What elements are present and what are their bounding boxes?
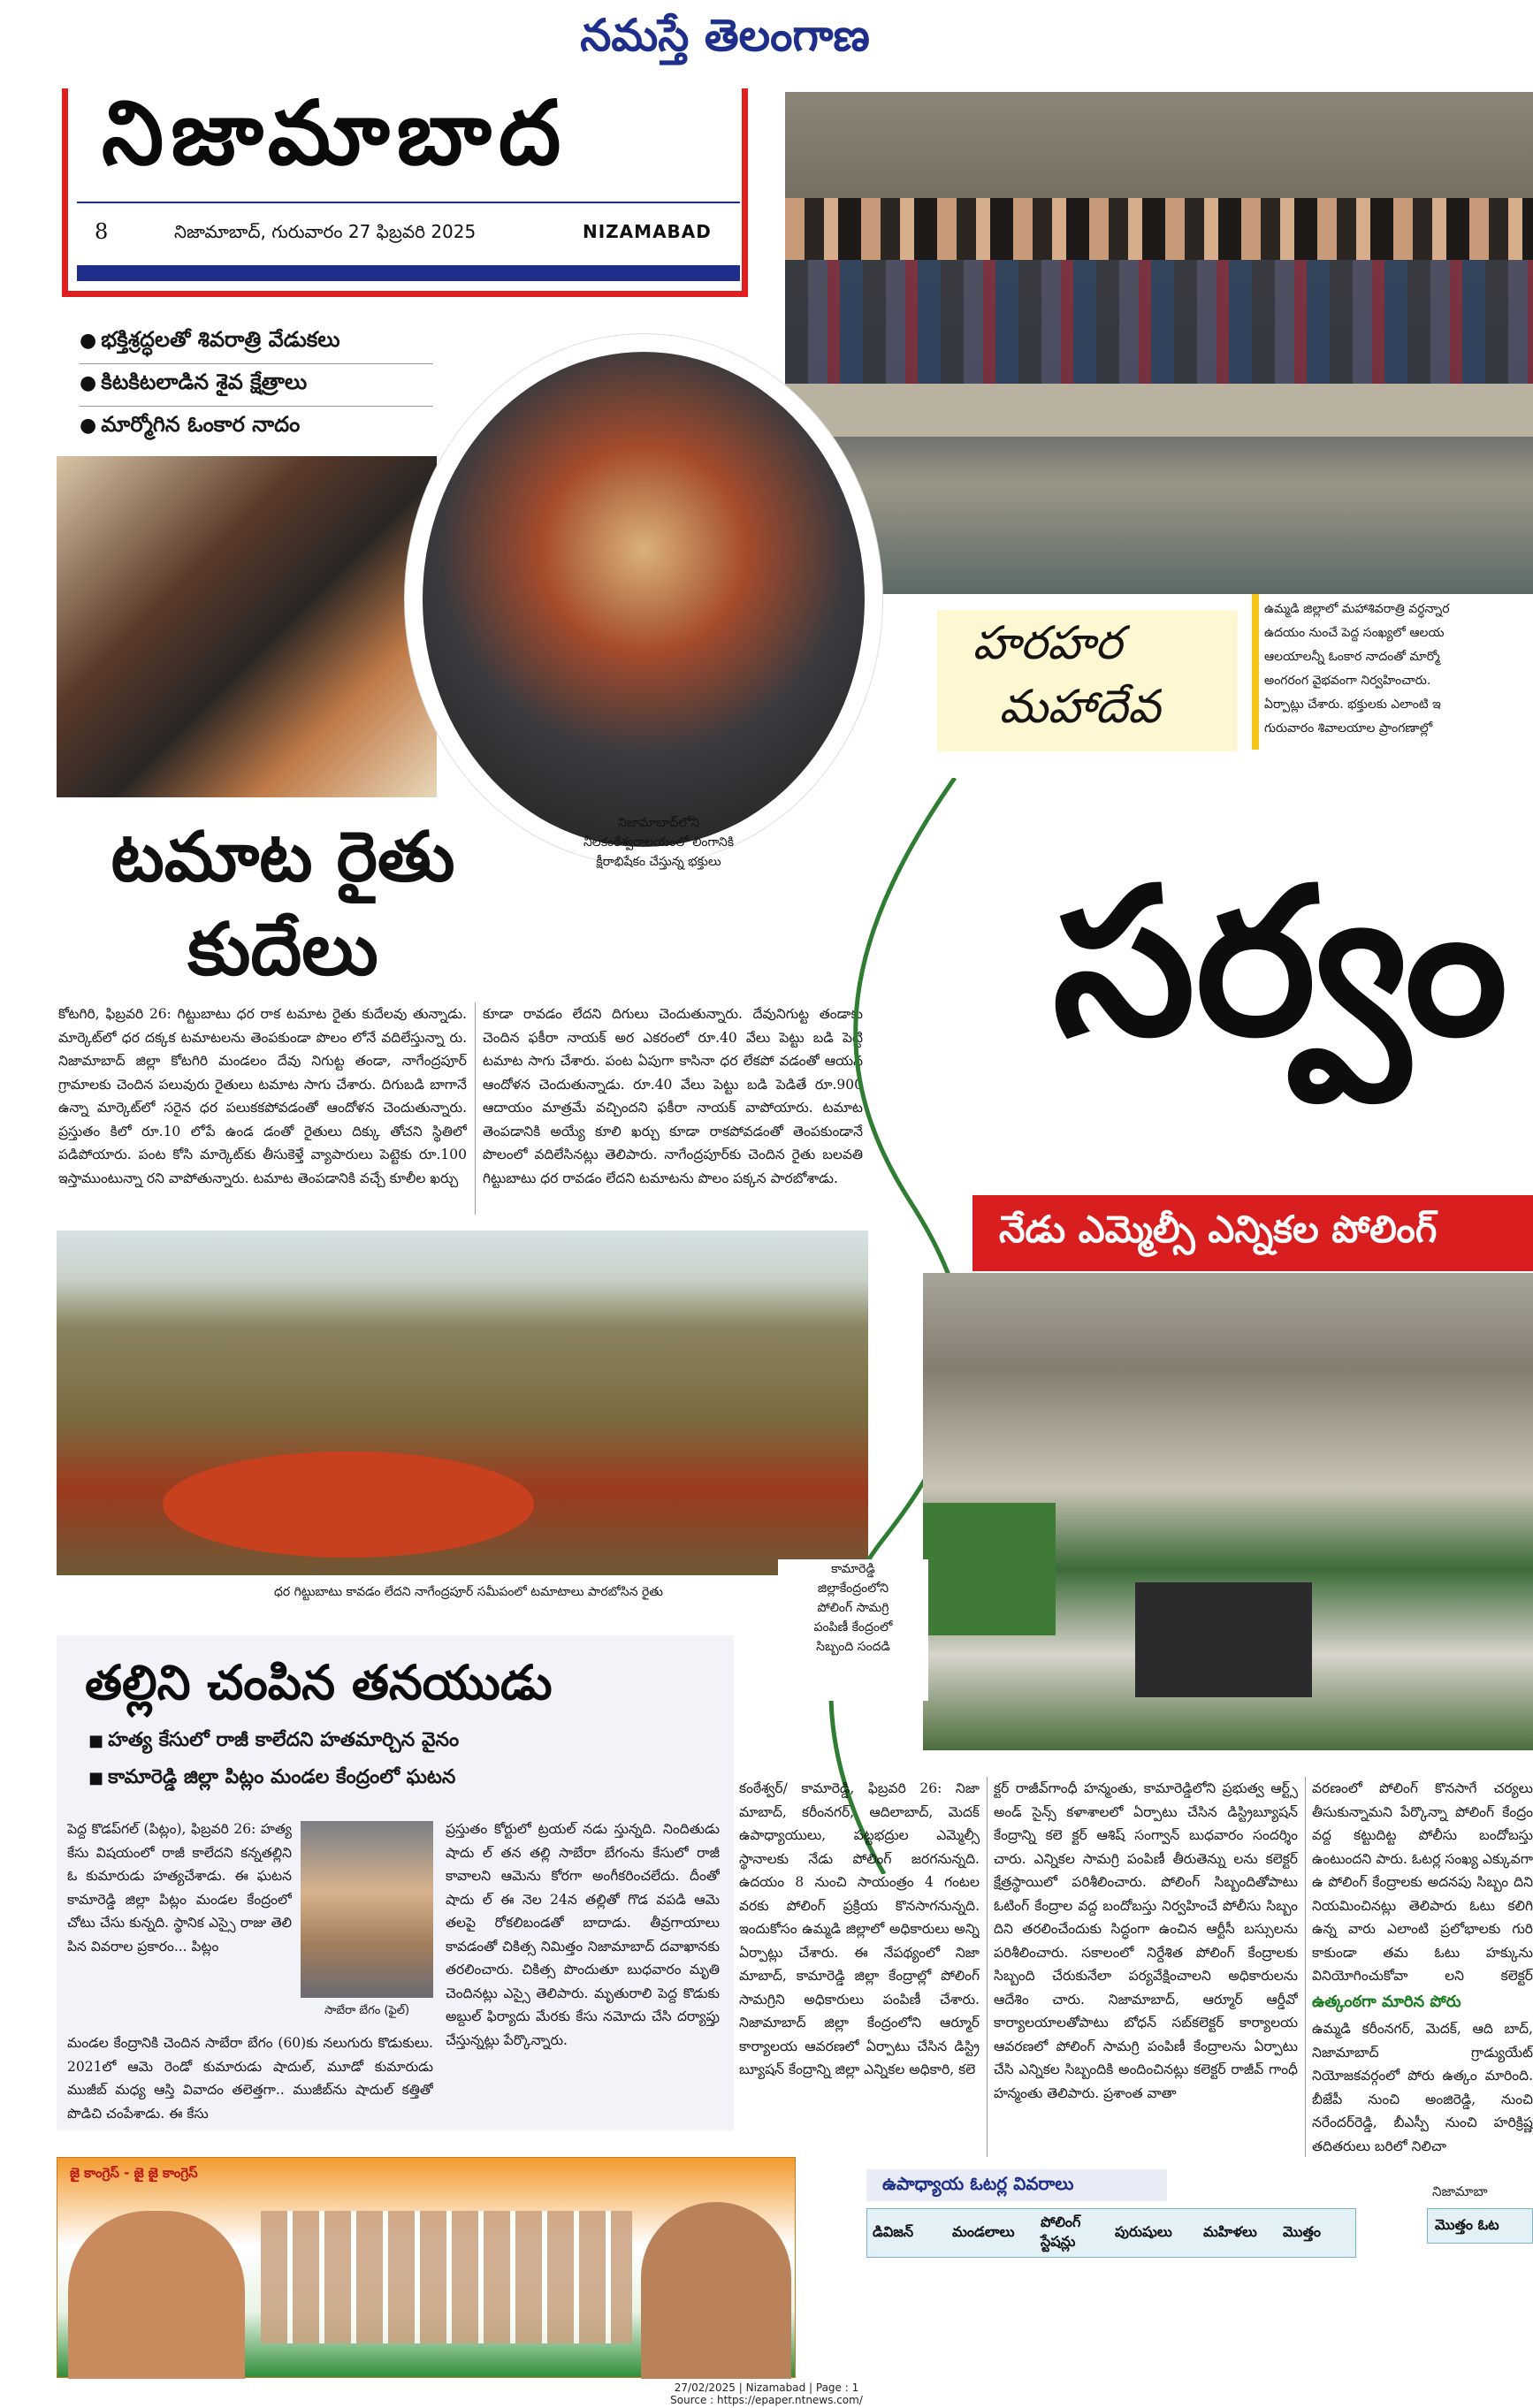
footer-line-1: 27/02/2025 | Nizamabad | Page : 1 <box>674 2381 859 2394</box>
circle-photo-caption <box>539 813 778 919</box>
tomato-col-divider <box>475 1002 476 1215</box>
dateline: నిజామాబాద్, గురువారం 27 ఫిబ్రవరి 2025 <box>174 221 477 242</box>
right-table-header <box>1427 2208 1533 2244</box>
polling-caption-line: కామారెడ్డి <box>831 1562 875 1576</box>
polling-caption-line: పంపిణీ కేంద్రంలో <box>813 1620 893 1635</box>
devotee-child-photo <box>57 456 437 797</box>
murder-col-2: ప్రస్తుతం కోర్టులో ట్రయల్ నడు స్తున్నది. నిందితుడు షాదు ల్ తన తల్లి సాబేరా బేగంను కేసులో రాజీ కావాలని ఆమెను కోరగా అంగీకరించలేదు. దీంతో షాదు ల్ ఈ నెల 24న తల్లితో గొడ వపడి ఆమె తలపై రోకలిబండతో బాదాడు. తీవ్రగాయాలు కావడంతో చికిత్స నిమిత్తం నిజామాబాద్ దవాఖానకు తరలించారు. చికిత్స పొందుతూ బుధవారం మృతి చెందినట్లు ఎస్సై తెలిపారు. మృతురాలి పెద్ద కొడుకు అబ్దుల్ ఫిర్యాదు మేరకు కేసు నమోదు చేసి దర్యాప్తు చేస్తున్నట్లు పేర్కొన్నారు. <box>446 1821 720 2048</box>
table-header-cell: మొత్తం <box>1283 2223 1322 2240</box>
shivaratri-report-line: ఏర్పాట్లు చేశారు. భక్తులకు ఎలాంటి ఇ <box>1264 697 1441 712</box>
shivaratri-report-line: గురువారం శివాలయాల ప్రాంగణాల్లో <box>1264 721 1433 735</box>
bullet-list <box>80 327 433 460</box>
polling-banner-text: నేడు ఎమ్మెల్సీ ఎన్నికల పోలింగ్ <box>999 1208 1438 1251</box>
polling-col-divider <box>1305 1777 1306 2157</box>
tomato-field-photo <box>57 1231 868 1575</box>
polling-photo-caption <box>778 1559 928 1701</box>
polling-banner <box>972 1195 1533 1271</box>
polling-subhead: ఉత్కంఠగా మారిన పోరు <box>1312 1993 1461 2011</box>
masthead-logo-text: నమస్తే తెలంగాణ <box>580 10 870 61</box>
congress-ad <box>57 2157 796 2378</box>
tomato-col-1: కోటగిరి, ఫిబ్రవరి 26: గిట్టుబాటు ధర రాక టమాట రైతు కుదేలవు తున్నాడు. మార్కెట్‌లో ధర దక్కక టమాటలను తెంపకుండా పొలం లోనే వదిలేస్తున్నా రు. నిజామాబాద్ జిల్లా కోటగిరి మండలం దేవు నిగుట్ట తండా, నాగేంద్రపూర్ గ్రామాలకు చెందిన పలువురు రైతులు టమాట సాగు చేశారు. దిగుబడి బాగానే ఉన్నా మార్కెట్‌లో సరైన ధర పలుకకపోవడంతో ఆందోళన చెందుతున్నారు. ప్రస్తుతం కిలో రూ.10 లోపే ఉండ డంతో రైతులు దిక్కు తోచని స్థితిలో పడిపోయారు. పంట కోసి మార్కెట్‌కు తీసుకెళ్తే వ్యాపారులు పెట్టెకు రూ.100 ఇస్తాముంటున్నా రని వాపోతున్నారు. టమాట తెంపడానికి వచ్చే కూలీల ఖర్చు <box>58 1006 467 1186</box>
murder-subhead-1-text: హత్య కేసులో రాజీ కాలేదని హతమార్చిన వైనం <box>108 1729 460 1751</box>
shivaratri-report-line: ఉదయం నుంచే పెద్ద సంఖ్యలో ఆలయ <box>1264 626 1445 640</box>
teacher-table-header-row <box>866 2208 1356 2258</box>
edition-rule-top <box>77 202 740 203</box>
harahara-line2: మహాదేవ <box>999 681 1161 734</box>
tomato-photo-caption: ధర గిట్టుబాటు కావడం లేదని నాగేంద్రపూర్ సమీపంలో టమాటాలు పారబోసిన రైతు <box>273 1585 664 1599</box>
ad-slogan: జై కాంగ్రెస్ - జై జై కాంగ్రెస్ <box>70 2165 198 2181</box>
polling-caption-line: సిబ్బంది సందడి <box>816 1640 890 1654</box>
shivaratri-report-panel <box>1252 594 1533 750</box>
circle-caption-line: క్షీరాభిషేకం చేస్తున్న భక్తులు <box>596 855 721 869</box>
footer-source-link[interactable]: Source : https://epaper.ntnews.com/ <box>670 2394 863 2406</box>
polling-col-3b: ఉమ్మడి కరీంనగర్, మెదక్, ఆది బాద్, నిజామాబాద్ గ్రాడ్యుయేట్ నియోజకవర్గంలో పోరు ఉత్కం మారింది. బీజేపీ నుంచి అంజిరెడ్డి, నుంచి నరేందర్‌రెడ్డి, బీఎస్పీ నుంచి హరిక్రిష్ణ తదితరులు బరిలో నిలిచా <box>1312 2021 1533 2154</box>
sabera-begum-photo <box>301 1821 433 1998</box>
bullet-text: భక్తిశ్రద్ధలతో శివరాత్రి వేడుకలు <box>101 327 340 352</box>
polling-caption-line: పోలింగ్ సామగ్రి <box>817 1601 889 1615</box>
bullet-text: కిటకిటలాడిన శైవ క్షేత్రాలు <box>101 370 308 394</box>
table-header-cell: పురుషులు <box>1115 2223 1172 2240</box>
table-header-cell: మహిళలు <box>1203 2223 1257 2240</box>
polling-caption-line: జిల్లాకేంద్రంలోని <box>817 1581 889 1596</box>
bullet-item: ● మార్మోగిన ఓంకార నాదం <box>80 412 301 437</box>
footer <box>0 2381 1533 2408</box>
ad-leader-left <box>68 2211 245 2379</box>
harahara-mahadeva <box>937 610 1238 751</box>
harahara-line1: హరహర <box>972 617 1123 670</box>
murder-col-1-top: పెద్ద కొడప్‌గల్ (పిట్లం), ఫిబ్రవరి 26: హత్య కేసు విషయంలో రాజీ కాలేదని కన్నతల్లిని ఓ కుమారుడు హత్యచేశాడు. ఈ ఘటన కామారెడ్డి జిల్లా పిట్లం మండల కేంద్రంలో చోటు చేసు కున్నది. స్థానిక ఎస్సై రాజు తెలి పిన వివరాల ప్రకారం... పిట్లం <box>67 1821 292 1955</box>
murder-subhead-2-text: కామారెడ్డి జిల్లా పిట్లం మండల కేంద్రంలో ఘటన <box>108 1766 456 1788</box>
ad-leader-right <box>641 2202 791 2379</box>
right-table-label: నిజామాబా <box>1432 2183 1488 2199</box>
circle-caption-line: నీలకంఠేశ్వరాలయంలో లింగానికి <box>583 835 735 850</box>
ad-portrait-row <box>261 2211 632 2343</box>
shivaratri-report-line: అంగరంగ వైభవంగా నిర్వహించారు. <box>1264 674 1431 688</box>
masthead-logo[interactable] <box>495 2 955 69</box>
murder-col-1-bottom: మండల కేంద్రానికి చెందిన సాబేరా బేగం (60)కు నలుగురు కొడుకులు. 2021లో ఆమె రెండో కుమారుడు షాదుల్, మూడో కుమారుడు ముజీబ్ మధ్య ఆస్తి వివాదం తలెత్తగా.. ముజీబ్‌ను షాదుల్ కత్తితో పొడిచి చంపేశాడు. ఈ కేసు <box>67 2035 433 2122</box>
edition-name: NIZAMABAD <box>583 221 712 242</box>
polling-col-1: కంఠేశ్వర్/ కామారెడ్డి, ఫిబ్రవరి 26: నిజా మాబాద్, కరీంనగర్, ఆదిలాబాద్, మెదక్ ఉపాధ్యాయులు, పట్టభద్రుల ఎమ్మెల్సీ స్థానాలకు నేడు పోలింగ్ జరగనున్నది. ఉదయం 8 నుంచి సాయంత్రం 4 గంటల వరకు పోలింగ్ ప్రక్రియ కొనసాగనున్నది. ఇందుకోసం ఉమ్మడి జిల్లాలో అధికారులు అన్ని ఏర్పాట్లు చేశారు. ఈ నేపథ్యంలో నిజా మాబాద్, కామారెడ్డి జిల్లా కేంద్రాల్లో పోలింగ్ సామగ్రిని అధికారులు పంపిణీ చేశారు. నిజామాబాద్ జిల్లా కేంద్రంలోని ఆర్మూర్ కార్యాలయ ఆవరణలో ఏర్పాటు చేసిన డిస్ట్రి బ్యూషన్ కేంద్రాన్ని జిల్లా ఎన్నికల అధికారి, కలె <box>739 1780 980 2077</box>
edition-box <box>62 85 748 297</box>
murder-subhead-2: ■ కామారెడ్డి జిల్లా పిట్లం మండల కేంద్రంలో ఘటన <box>88 1766 456 1788</box>
bullet-item: ● భక్తిశ్రద్ధలతో శివరాత్రి వేడుకలు <box>80 327 433 364</box>
circle-caption-line: నిజామాబాద్‌లోని <box>617 816 700 830</box>
sarvam-headline: సర్వం <box>1052 845 1508 1081</box>
teacher-voter-table <box>866 2169 1356 2381</box>
table-header-cell: పోలింగ్ స్టేషన్లు <box>1041 2214 1081 2250</box>
bullet-item: ● కిటకిటలాడిన శైవ క్షేత్రాలు <box>80 370 433 407</box>
shivaratri-report-line: ఉమ్మడి జిల్లాలో మహాశివరాత్రి వర్ధన్నార <box>1264 602 1450 616</box>
polling-col-3: వరణంలో పోలింగ్ కొనసాగే చర్యలు తీసుకున్నామని పేర్కొన్నా పోలింగ్ కేంద్రం వద్ద కట్టుదిట్ట పోలీసు బందోబస్తు ఉంటుందని పారు. ఓటర్ల సంఖ్య ఎక్కువగా ఉ పోలింగ్ కేంద్రాలకు అదనపు సిబ్బం దిని నియమించినట్లు తెలిపారు ఓటు కలిగి ఉన్న వారు ఎలాంటి ప్రలోభాలకు గురి కాకుండా తమ ఓటు హక్కును వినియోగించుకోవా లని కలెక్టర్ <box>1312 1780 1533 1984</box>
table-header-cell: మండలాలు <box>952 2223 1015 2240</box>
murder-headline: తల్లిని చంపిన తనయుడు <box>85 1655 553 1711</box>
murder-subhead-1: ■ హత్య కేసులో రాజీ కాలేదని హతమార్చిన వైనం <box>88 1729 460 1751</box>
tomato-col-2: కూడా రావడం లేదని దిగులు చెందుతున్నారు. దేవునిగుట్ట తండాకు చెందిన ఫకీరా నాయక్ అర ఎకరంలో రూ.40 వేలు పెట్టు బడి పెట్టి టమాట సాగు చేశారు. పంట ఏపుగా కాసినా ధర లేకపో వడంతో ఆయన ఆందోళన చెందుతున్నాడు. రూ.40 వేలు పెట్టు బడి పెడితే రూ.900 ఆదాయం మాత్రమే వచ్చిందని ఫకీరా నాయక్ వాపోయారు. టమాట తెంపడానికి అయ్యే కూలి ఖర్చు కూడా రాకపోవడంతో తెంపకుండానే పొలంలో వదిలేసినట్లు తెలిపారు. నాగేంద్రపూర్‌కు చెందిన రైతు బలవతి గిట్టుబాటు ధర రావడం లేదని టమాటను పొలం పక్కన పారబోశాడు. <box>483 1006 863 1186</box>
polling-col-2: క్టర్ రాజీవ్‌గాంధీ హన్మంతు, కామారెడ్డిలోని ప్రభుత్వ ఆర్ట్స్ అండ్ సైన్స్ కళాశాలలో ఏర్పాటు చేసిన డిస్ట్రిబ్యూషన్ కేంద్రాన్ని కలె క్టర్ ఆశిష్ సంగ్వాన్ బుధవారం సందర్శిం చారు. ఎన్నికల సామగ్రి పంపిణీ తీరుతెన్ను లను కలెక్టర్ క్షేత్రస్థాయిలో పరిశీలించారు. పోలింగ్ సిబ్బందితోపాటు ఓటింగ్ కేంద్రాల వద్ద బందోబస్తు నిర్వహించే పోలీసు సిబ్బం దిని తరలించేందుకు సిద్ధంగా ఉంచిన ఆర్టీసీ బస్సులను పరిశీలించారు. సకాలంలో నిర్దేశిత పోలింగ్ కేంద్రాలకు సిబ్బంది చేరుకునేలా పర్యవేక్షించాలని అధికారులను ఆదేశిం చారు. నిజామాబాద్, ఆర్మూర్ ఆర్డీవో కార్యాలయాలతోపాటు బోధన్ సబ్‌కలెక్టర్ కార్యాలయ ఆవరణలో పోలింగ్ సామగ్రి పంపిణీ కేంద్రాలను ఏర్పాటు చేసి ఎన్నికల సిబ్బందికి అందించినట్లు కలెక్టర్ రాజీవ్ గాంధీ హన్మంతు తెలిపారు. ప్రశాంత వాతా <box>994 1780 1298 2101</box>
sabera-photo-caption: సాబేరా బేగం (ఫైల్) <box>324 2004 410 2017</box>
teacher-table-title-box <box>866 2169 1167 2201</box>
tomato-headline-2: కుదేలు <box>187 908 378 992</box>
right-table-header-text: మొత్తం ఓట <box>1435 2216 1499 2233</box>
polling-distribution-photo <box>923 1273 1533 1750</box>
table-header-cell: డివిజన్ <box>873 2223 914 2240</box>
polling-col-divider <box>987 1777 988 2157</box>
edition-rule-bottom <box>77 265 740 281</box>
tomato-headline-1: టమాట రైతు <box>111 818 455 897</box>
page-number: 8 <box>95 219 109 244</box>
shivaratri-report-line: ఆలయాలన్నీ ఓంకార నాదంతో మార్మో <box>1264 650 1440 664</box>
crowd-bridge-photo <box>785 92 1533 594</box>
edition-big-title: నిజామాబాద <box>102 85 568 182</box>
bullet-text: మార్మోగిన ఓంకార నాదం <box>101 412 301 437</box>
teacher-table-title: ఉపాధ్యాయ ఓటర్ల వివరాలు <box>882 2173 1074 2194</box>
